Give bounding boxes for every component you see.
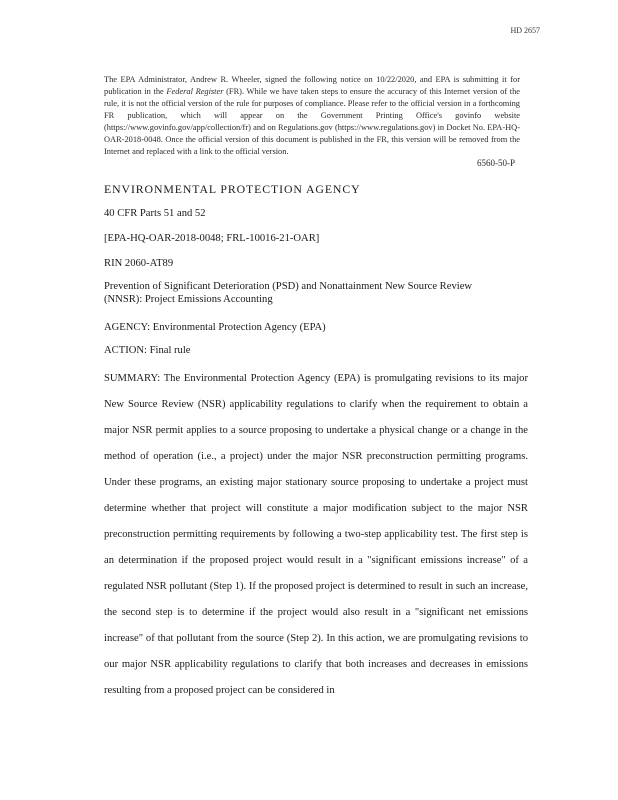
disclaimer-text-1: The EPA Administrator, Andrew R. Wheeler, signed the following notice on 10/22/2020, and EPA is submitting it for publication in the [104,75,520,96]
rule-title [104,280,528,306]
page-number: HD 2657 [510,26,540,35]
summary-paragraph [104,366,528,704]
rin-number: RIN 2060-AT89 [104,258,174,269]
fr-doc-code: 6560-50-P [477,158,515,168]
disclaimer-paragraph [104,74,520,158]
action-line: ACTION: Final rule [104,345,191,356]
summary-label: SUMMARY: [104,373,161,384]
agency-line: AGENCY: Environmental Protection Agency (EPA) [104,322,326,333]
agency-heading: ENVIRONMENTAL PROTECTION AGENCY [104,182,361,196]
disclaimer-text-2: (FR). While we have taken steps to ensure the accuracy of this Internet version of the rule, it is not the official version of the rule for purposes of compliance. Please refer to the official version in a forthcoming FR publication, which will appear on the Government Printing Office's govinfo website (https://www.govinfo.gov/app/collection/fr) and on Regulations.gov (https://www.regulations.gov) in Docket No. EPA-HQ-OAR-2018-0048. Once the official version of this document is published in the FR, this version will be removed from the Internet and replaced with a link to the official version. [104,87,520,156]
cfr-parts: 40 CFR Parts 51 and 52 [104,208,206,219]
federal-register-name: Federal Register [166,87,224,96]
rule-title-line-1: Prevention of Significant Deterioration (PSD) and Nonattainment New Source Review [104,281,473,292]
docket-number: [EPA-HQ-OAR-2018-0048; FRL-10016-21-OAR] [104,233,320,244]
summary-text: The Environmental Protection Agency (EPA) is promulgating revisions to its major New Source Review (NSR) applicability regulations to clarify when the requirement to obtain a major NSR permit applies to a source proposing to undertake a physical change or a change in the method of operation (i.e., a project) under the major NSR preconstruction permitting programs. Under these programs, an existing major stationary source proposing to undertake a project must determine whether that project will constitute a major modification subject to the major NSR preconstruction permitting requirements by following a two-step applicability test. The first step is an determination if the proposed project would result in a "significant emissions increase" of a regulated NSR pollutant (Step 1). If the proposed project is determined to result in such an increase, the second step is to determine if the project would also result in a "significant net emissions increase" of that pollutant from the source (Step 2). In this action, we are promulgating revisions to our major NSR applicability regulations to clarify that both increases and decreases in emissions resulting from a proposed project can be considered in [104,373,528,696]
rule-title-line-2: (NNSR): Project Emissions Accounting [104,294,273,305]
